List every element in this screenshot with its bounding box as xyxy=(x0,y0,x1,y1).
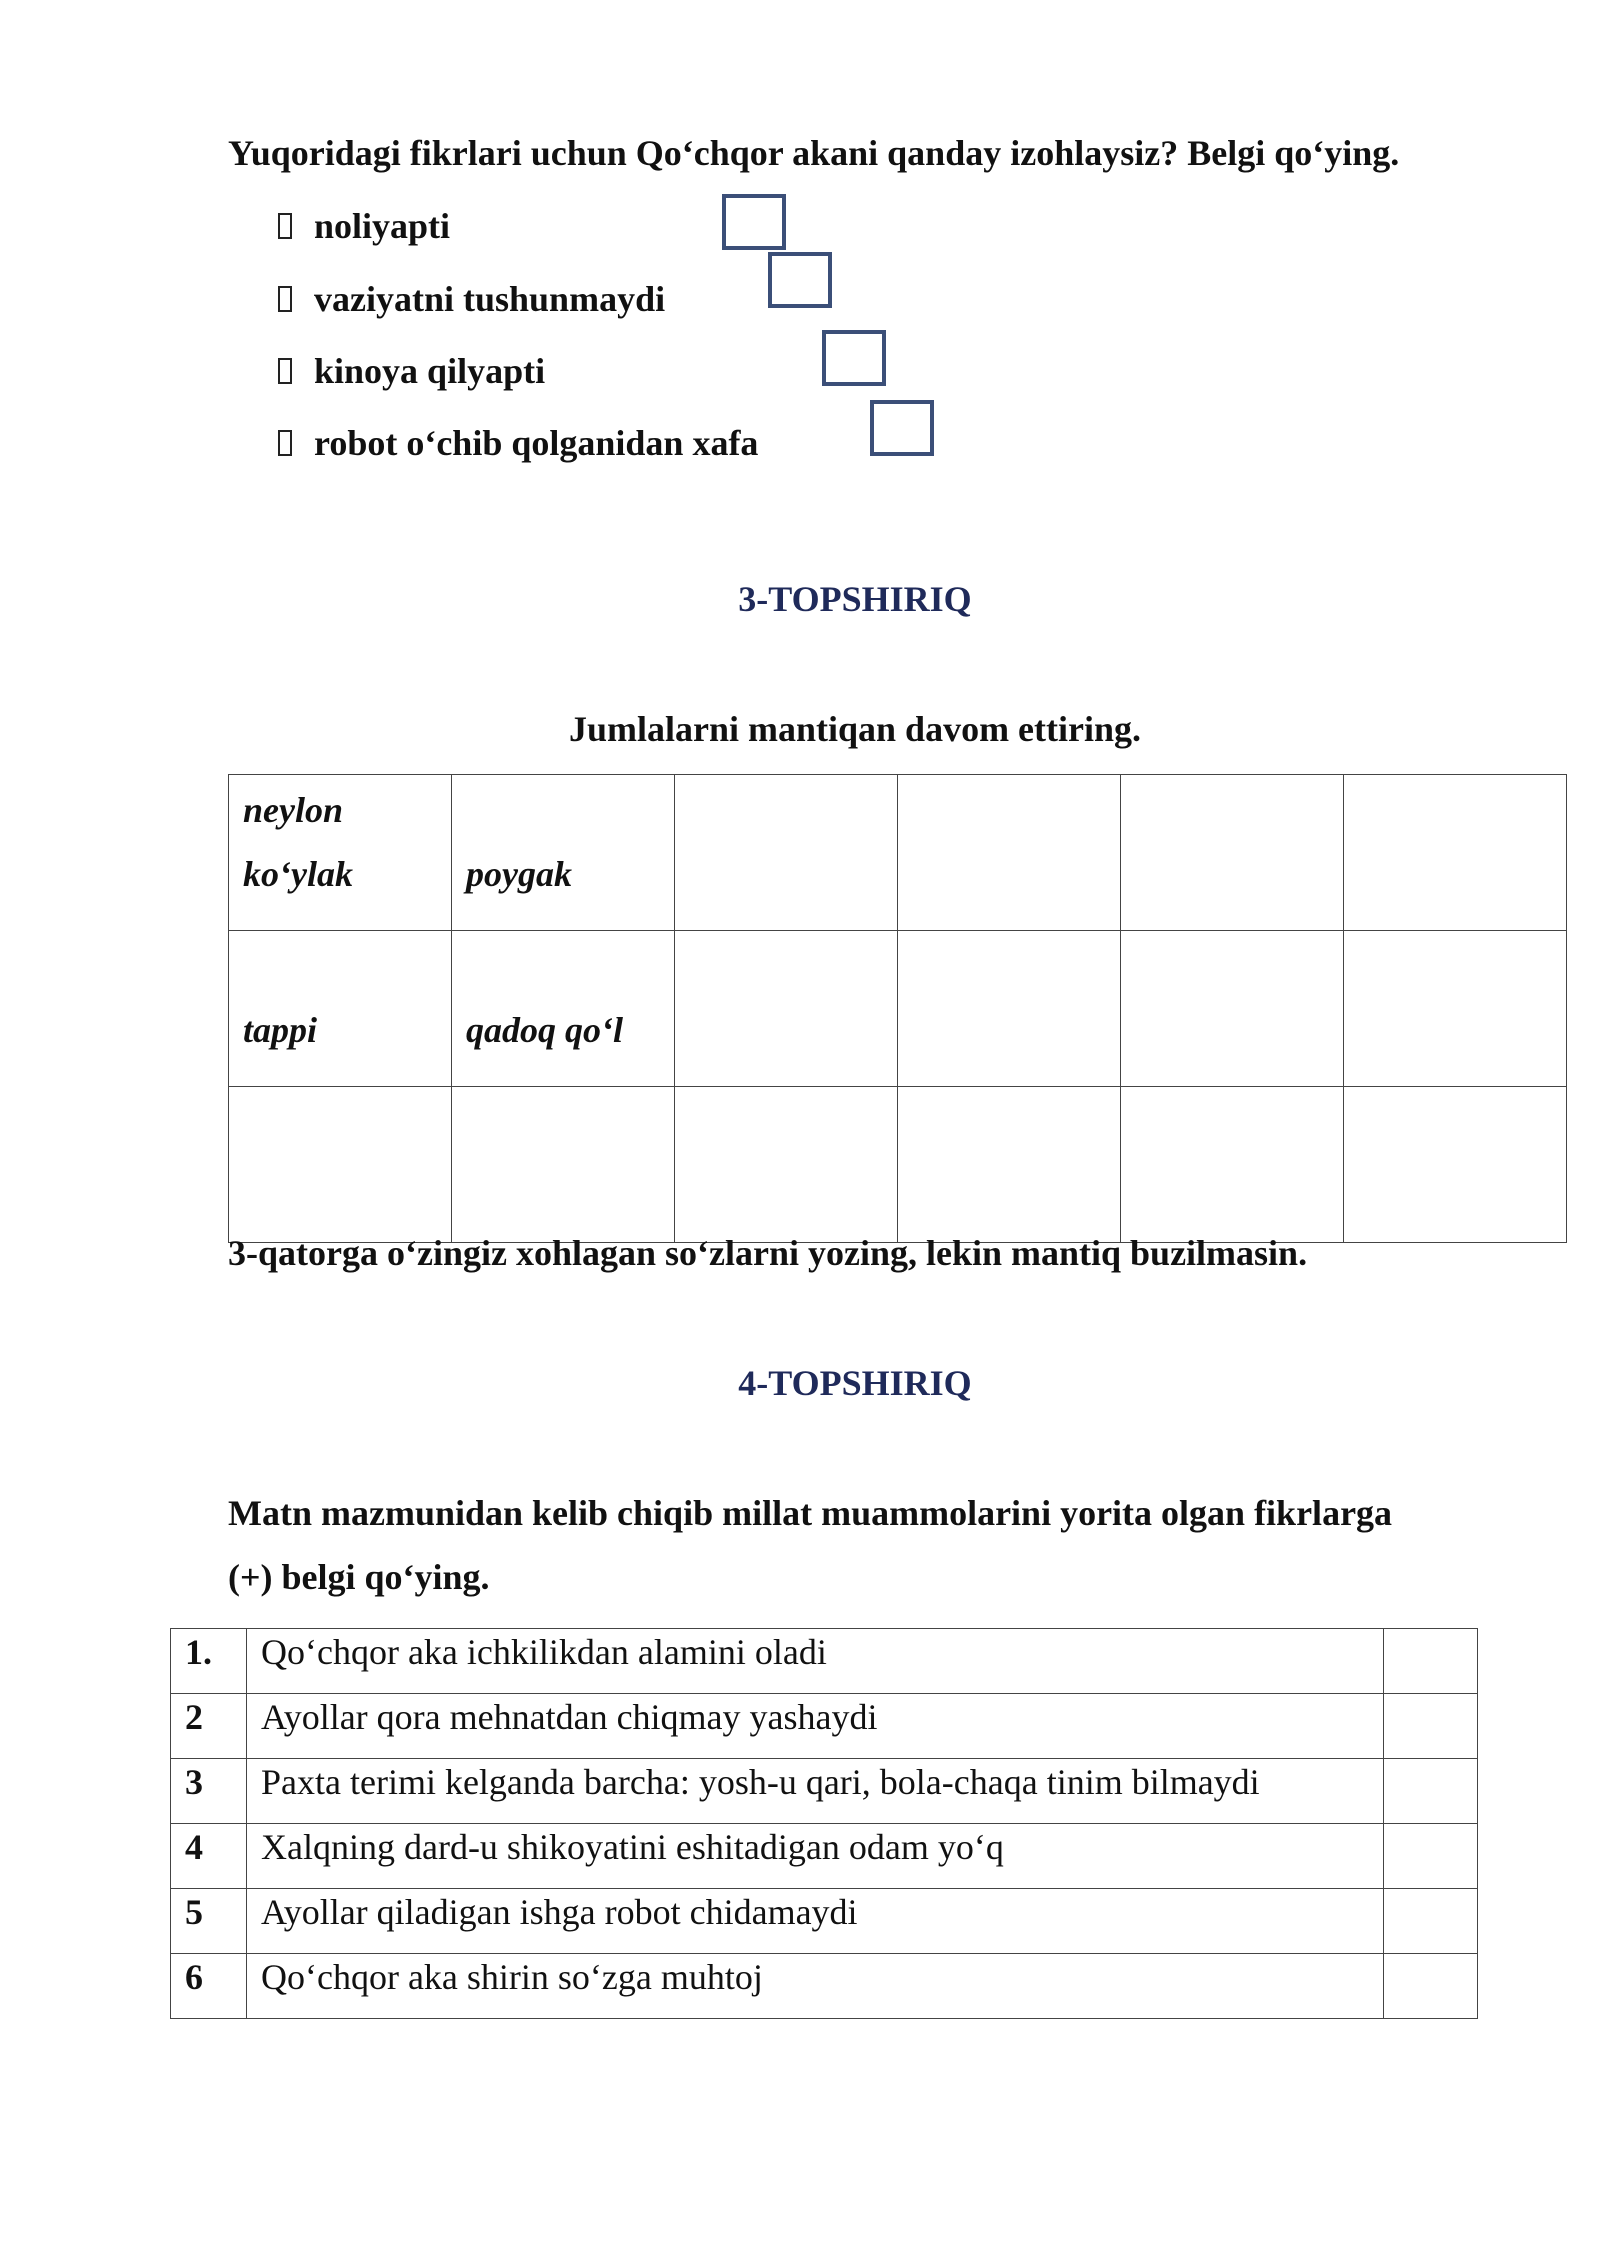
bullet-box-icon xyxy=(278,430,292,456)
grid-cell[interactable]: tappi xyxy=(229,931,452,1087)
grid-cell[interactable] xyxy=(898,1087,1121,1243)
table-row xyxy=(171,1954,1478,2019)
grid-row xyxy=(229,775,1567,931)
row-statement: Ayollar qora mehnatdan chiqmay yashaydi xyxy=(247,1694,1384,1759)
bullet-box-icon xyxy=(278,286,292,312)
grid-cell[interactable] xyxy=(1121,775,1344,931)
row-mark-cell[interactable] xyxy=(1384,1694,1478,1759)
option-item xyxy=(278,350,545,392)
grid-cell[interactable] xyxy=(675,775,898,931)
option-item xyxy=(278,422,758,464)
grid-cell[interactable] xyxy=(1121,1087,1344,1243)
grid-cell[interactable]: neylon ko‘ylak xyxy=(229,775,452,931)
table-row xyxy=(171,1629,1478,1694)
row-number: 5 xyxy=(171,1889,247,1954)
row-number: 1. xyxy=(171,1629,247,1694)
option-item xyxy=(278,278,665,320)
bullet-box-icon xyxy=(278,213,292,239)
task3-note: 3-qatorga o‘zingiz xohlagan so‘zlarni yozing, lekin mantiq buzilmasin. xyxy=(228,1233,1308,1273)
task4-instruction-line2: (+) belgi qo‘ying. xyxy=(228,1557,490,1597)
task4-instruction-line1: Matn mazmunidan kelib chiqib millat muammolarini yorita olgan fikrlarga xyxy=(228,1493,1393,1533)
answer-checkbox-1[interactable] xyxy=(722,194,786,250)
row-number: 4 xyxy=(171,1824,247,1889)
row-mark-cell[interactable] xyxy=(1384,1629,1478,1694)
statements-table xyxy=(170,1628,1478,2019)
option-label: noliyapti xyxy=(314,206,451,246)
grid-cell[interactable] xyxy=(675,931,898,1087)
answer-checkbox-2[interactable] xyxy=(768,252,832,308)
row-statement: Qo‘chqor aka shirin so‘zga muhtoj xyxy=(247,1954,1384,2019)
row-mark-cell[interactable] xyxy=(1384,1759,1478,1824)
row-mark-cell[interactable] xyxy=(1384,1954,1478,2019)
option-label: vaziyatni tushunmaydi xyxy=(314,279,666,319)
task3-instruction: Jumlalarni mantiqan davom ettiring. xyxy=(568,709,1142,749)
grid-cell[interactable] xyxy=(1344,931,1567,1087)
table-row xyxy=(171,1759,1478,1824)
row-statement: Qo‘chqor aka ichkilikdan alamini oladi xyxy=(247,1629,1384,1694)
option-item xyxy=(278,205,450,247)
grid-cell[interactable]: poygak xyxy=(452,775,675,931)
row-number: 6 xyxy=(171,1954,247,2019)
grid-cell[interactable] xyxy=(452,1087,675,1243)
grid-cell[interactable] xyxy=(675,1087,898,1243)
grid-cell[interactable]: qadoq qo‘l xyxy=(452,931,675,1087)
row-statement: Paxta terimi kelganda barcha: yosh-u qari, bola-chaqa tinim bilmaydi xyxy=(247,1759,1384,1824)
grid-row xyxy=(229,931,1567,1087)
row-statement: Xalqning dard-u shikoyatini eshitadigan odam yo‘q xyxy=(247,1824,1384,1889)
table-row xyxy=(171,1889,1478,1954)
answer-checkbox-3[interactable] xyxy=(822,330,886,386)
logic-grid xyxy=(228,774,1567,1243)
row-number: 2 xyxy=(171,1694,247,1759)
row-mark-cell[interactable] xyxy=(1384,1889,1478,1954)
task4-heading: 4-TOPSHIRIQ xyxy=(738,1363,972,1403)
row-statement: Ayollar qiladigan ishga robot chidamaydi xyxy=(247,1889,1384,1954)
option-label: robot o‘chib qolganidan xafa xyxy=(314,423,759,463)
grid-cell[interactable] xyxy=(898,931,1121,1087)
task3-heading: 3-TOPSHIRIQ xyxy=(738,579,972,619)
grid-cell[interactable] xyxy=(1121,931,1344,1087)
bullet-box-icon xyxy=(278,358,292,384)
grid-cell[interactable] xyxy=(1344,1087,1567,1243)
row-number: 3 xyxy=(171,1759,247,1824)
grid-cell[interactable] xyxy=(1344,775,1567,931)
table-row xyxy=(171,1824,1478,1889)
table-row xyxy=(171,1694,1478,1759)
grid-cell[interactable] xyxy=(898,775,1121,931)
grid-row xyxy=(229,1087,1567,1243)
option-label: kinoya qilyapti xyxy=(314,351,546,391)
grid-cell[interactable] xyxy=(229,1087,452,1243)
answer-checkbox-4[interactable] xyxy=(870,400,934,456)
row-mark-cell[interactable] xyxy=(1384,1824,1478,1889)
question-title: Yuqoridagi fikrlari uchun Qo‘chqor akani qanday izohlaysiz? Belgi qo‘ying. xyxy=(228,133,1400,173)
